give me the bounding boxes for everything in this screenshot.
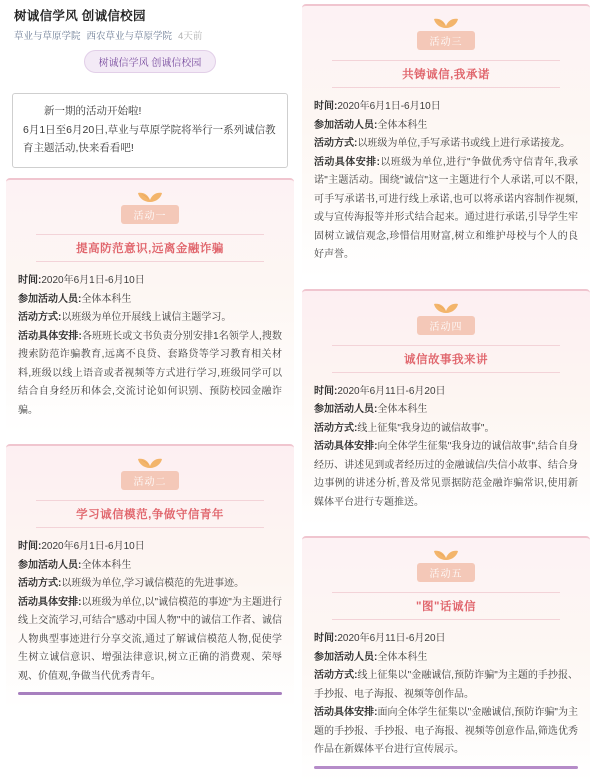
activity-detail: 面向全体学生征集以"金融诚信,预防诈骗"为主题的手抄报、手抄报、电子海报、视频等创意作品,筛选优秀作品在新媒体平台进行宣传展示。 [314,707,578,755]
activity-card [302,4,590,279]
follow-pill-wrap [6,44,294,75]
activity-badge: 活动一 [121,205,179,224]
activity-time-row [18,272,282,291]
activity-time-row [314,630,578,649]
activity-card [302,289,590,527]
activity-people: 全体本科生 [377,404,428,415]
activity-card [6,178,294,434]
activity-title: 提高防范意识,远离金融诈骗 [36,234,263,262]
leaf-icon [137,190,163,203]
activity-detail-row [18,328,282,421]
activity-people-row [314,649,578,668]
activity-time-row [314,98,578,117]
label-detail: 活动具体安排: [314,156,380,168]
activity-title: 诚信故事我来讲 [332,345,559,373]
activity-way: 以班级为单位开展线上诚信主题学习。 [61,312,232,324]
label-people: 参加活动人员: [314,404,378,415]
activity-time: 2020年6月1日-6月10日 [337,101,441,112]
label-time: 时间: [18,541,42,553]
meta-time: 4天前 [178,31,203,43]
activity-title: "图"话诚信 [332,592,559,620]
activity-way: 以班级为单位,学习诚信模范的先进事迹。 [61,578,245,590]
activity-people: 全体本科生 [377,651,428,663]
activity-body [18,272,282,420]
label-detail: 活动具体安排: [314,441,378,452]
label-way: 活动方式: [314,670,358,681]
activity-people: 全体本科生 [377,119,428,131]
label-time: 时间: [18,275,42,287]
label-people: 参加活动人员: [314,651,378,663]
label-way: 活动方式: [314,138,358,149]
right-column [302,4,590,755]
label-way: 活动方式: [314,422,358,434]
activity-detail: 以班级为单位,进行"争做优秀守信青年,我承诺"主题活动。围绕"诚信"这一主题进行个人承诺,可以不限,可手写承诺书,可进行线上承诺,也可以将承诺内容制作视频,或与宣传海报等并形式结合起来。通过进行承诺,引导学生牢固树立诚信观念,珍惜信用财富,树立和维护母校与个人的良好声誉。 [314,156,578,260]
meta-publisher[interactable]: 西农草业与草原学院 [86,31,173,43]
card-divider [314,766,578,769]
activity-title: 共铸诚信,我承诺 [332,60,559,88]
label-way: 活动方式: [18,578,62,590]
activity-time-row [18,538,282,557]
activity-detail-row [314,438,578,512]
article-meta [6,24,294,44]
leaf-icon [433,16,459,29]
leaf-icon [137,456,163,469]
activity-people-row [18,557,282,576]
label-detail: 活动具体安排: [314,707,378,718]
label-time: 时间: [314,385,338,397]
intro-line-2: 6月1日至6月20日,草业与草原学院将举行一系列诚信教育主题活动,快来看看吧! [23,123,276,154]
activity-time: 2020年6月11日-6月20日 [337,385,446,397]
activity-card [302,536,590,783]
activity-way: 线上征集以"金融诚信,预防诈骗"为主题的手抄报、手抄报、电子海报、视频等创作品。 [314,670,578,700]
activity-title: 学习诚信模范,争做守信青年 [36,500,263,528]
activity-people-row [314,401,578,420]
activity-badge: 活动二 [121,471,179,490]
activity-detail: 以班级为单位,以"诚信模范的事迹"为主题进行线上交流学习,可结合"感动中国人物"中的诚信工作者、诚信人物典型事迹进行分享交流,通过了解诚信模范人物,促使学生树立诚信意识、增强法律意识,树立正确的消费观、荣辱观、价值观,争做当代优秀青年。 [18,596,282,682]
activity-people: 全体本科生 [81,559,132,571]
activity-time: 2020年6月1日-6月10日 [41,541,145,553]
label-people: 参加活动人员: [18,559,82,571]
activity-body [314,98,578,265]
activity-body [18,538,282,686]
activity-badge: 活动三 [417,31,475,50]
activity-way: 以班级为单位,手写承诺书或线上进行承诺接龙。 [357,138,571,149]
activity-time-row [314,383,578,402]
activity-people: 全体本科生 [81,293,132,305]
activity-way-row [18,309,282,328]
left-column [6,4,294,705]
activity-detail-row [314,704,578,760]
activity-card [6,444,294,709]
activity-way-row [314,135,578,154]
label-people: 参加活动人员: [314,119,378,131]
label-time: 时间: [314,633,338,644]
activity-body [314,630,578,760]
activity-people-row [18,291,282,310]
leaf-icon [433,301,459,314]
activity-way-row [314,667,578,704]
page-title: 树诚信学风 创诚信校园 [14,9,146,23]
meta-account: 草业与草原学院 [14,31,81,43]
activity-way-row [314,420,578,439]
label-time: 时间: [314,101,338,112]
article-header [6,4,294,75]
activity-time: 2020年6月1日-6月10日 [41,275,145,287]
activity-body [314,383,578,513]
activity-detail-row [18,594,282,687]
follow-button[interactable]: 树诚信学风 创诚信校园 [84,50,217,73]
activity-detail-row [314,154,578,265]
label-detail: 活动具体安排: [18,330,82,342]
activity-detail: 向全体学生征集"我身边的诚信故事",结合自身经历、讲述见到或者经历过的金融诚信/失信小故事、结合身边事例的讲述分析,普及常见票据防范金融诈骗常识,使用新媒体平台进行专题推送。 [314,441,578,508]
activity-time: 2020年6月11日-6月20日 [337,633,446,644]
intro-box [12,93,288,168]
card-divider [18,692,282,695]
leaf-icon [433,548,459,561]
label-detail: 活动具体安排: [18,596,82,608]
activity-detail: 各班班长或文书负责分别安排1名领学人,搜数搜索防范诈骗教育,远离不良贷、套路贷等学习教育相关材料,班级以线上语音或者视频等方式进行学习,班级同学可以结合自身经历和体会,交流讨论如何识别、预防校园金融诈骗。 [18,330,282,416]
activity-way-row [18,575,282,594]
activity-way: 线上征集"我身边的诚信故事"。 [357,422,495,434]
label-way: 活动方式: [18,312,62,324]
activity-people-row [314,117,578,136]
label-people: 参加活动人员: [18,293,82,305]
intro-line-1: 新一期的活动开始啦! [44,105,142,118]
activity-badge: 活动五 [417,563,475,582]
activity-badge: 活动四 [417,316,475,335]
